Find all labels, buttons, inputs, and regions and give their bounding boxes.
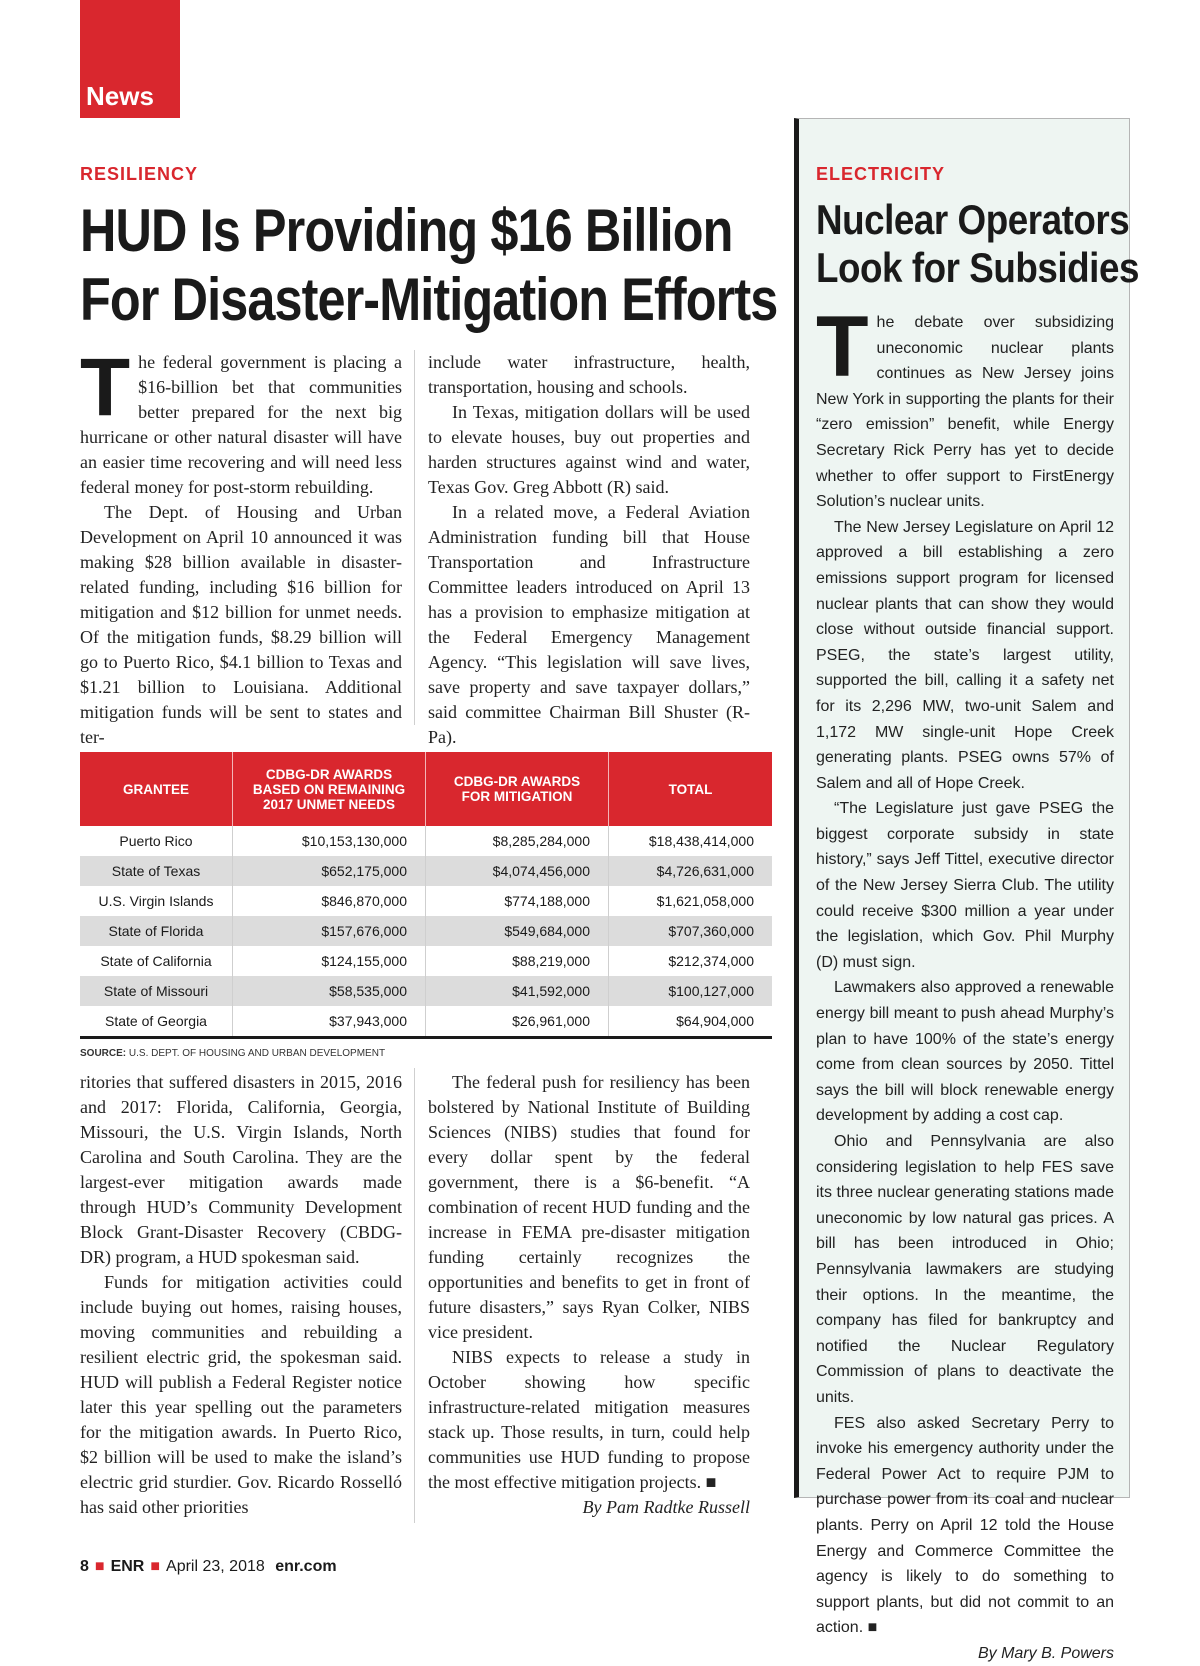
cell-unmet: $10,153,130,000	[233, 826, 426, 856]
table-row	[80, 856, 772, 886]
sidebar-paragraph: The New Jersey Legislature on April 12 approved a bill establishing a zero emissions support program for licensed nuclear plants that can show they would close without outside financial support. PSEG, the state’s largest utility, supported the bill, calling it a safety net for its 2,296 MW, two-unit Salem and 1,172 MW single-unit Hope Creek generating plants. PSEG owns 57% of Salem and all of Hope Creek.	[816, 518, 1114, 792]
website-link[interactable]: enr.com	[275, 1558, 337, 1575]
article-paragraph	[80, 342, 402, 500]
main-byline: By Pam Radtke Russell	[582, 1497, 750, 1517]
article-paragraph: Funds for mitigation activities could include buying out homes, raising houses, moving communities and rebuilding a resilient electric grid, the spokesman said. HUD will publish a Federal Register notice later this year spelling out the parameters for the mitigation awards. In Puerto Rico, $2 billion will be used to make the island’s electric grid sturdier. Gov. Ricardo Rosselló has said other priorities	[80, 1272, 402, 1517]
header-mitigation-line2: FOR MITIGATION	[461, 789, 573, 804]
header-grantee: GRANTEE	[80, 752, 233, 826]
article-paragraph: include water infrastructure, health, transportation, housing and schools.	[428, 352, 750, 397]
article-paragraph: ritories that suffered disasters in 2015, 2016 and 2017: Florida, California, Georgia, Missouri, the U.S. Virgin Islands, North Carolina and South Carolina. They are the largest-ever mitigation awards made through HUD’s Community Development Block Grant-Disaster Recovery (CBDG-DR) program, a HUD spokesman said.	[80, 1072, 402, 1267]
cell-grantee: State of Georgia	[80, 1006, 233, 1038]
sidebar-paragraph: FES also asked Secretary Perry to invoke his emergency authority under the Federal Power Act to require PJM to purchase power from its coal and nuclear plants. Perry on April 12 told the House Energy and Commerce Committee the agency is likely to do something to support plants, but did not commit to an action. ■	[816, 1414, 1114, 1637]
cell-grantee: State of Florida	[80, 916, 233, 946]
cell-mitigation: $26,961,000	[426, 1006, 609, 1038]
article-column-1	[80, 342, 402, 750]
sidebar-paragraph: Lawmakers also approved a renewable energy bill meant to push ahead Murphy’s plan to have 100% of the state’s energy come from clean sources by 2050. Tittel says the bill will block renewable energy development by adding a cost cap.	[816, 979, 1114, 1125]
sidebar-text: he debate over subsidizing uneconomic nuclear plants continues as New Jersey joins New York in supporting the plants for their “zero emission” benefit, while Energy Secretary Rick Perry has yet to decide whether to offer support to FirstEnergy Solution’s nuclear units.	[816, 314, 1114, 511]
cell-mitigation: $8,285,284,000	[426, 826, 609, 856]
cell-total: $212,374,000	[668, 953, 754, 969]
table-source	[80, 1048, 385, 1059]
article-paragraph: NIBS expects to release a study in October showing how specific infrastructure-related mitigation measures stack up. Those results, in turn, could help communities use HUD funding to propose the most effective mitigation projects. ■	[428, 1347, 750, 1492]
page-folio	[80, 1558, 337, 1576]
table-row	[80, 946, 772, 976]
article-column-3	[80, 1070, 402, 1520]
main-headline-line2: For Disaster-Mitigation Efforts	[80, 265, 778, 334]
table-row	[80, 826, 772, 856]
main-headline	[80, 196, 777, 334]
issue-date: April 23, 2018	[166, 1558, 265, 1575]
table-row	[80, 886, 772, 916]
cell-unmet: $652,175,000	[233, 856, 426, 886]
cell-mitigation: $41,592,000	[426, 976, 609, 1006]
cell-mitigation: $88,219,000	[426, 946, 609, 976]
table-row	[80, 976, 772, 1006]
header-unmet-needs	[233, 752, 426, 826]
sidebar-kicker: ELECTRICITY	[816, 164, 946, 184]
article-text: he federal government is placing a $16-billion bet that communities better prepared for the next big hurricane or other natural disaster will have an easier time recovering and will need less federal money for post-storm rebuilding.	[80, 352, 402, 497]
cell-mitigation: $774,188,000	[426, 886, 609, 916]
cell-grantee: State of Missouri	[80, 976, 233, 1006]
square-bullet-icon: ■	[94, 1558, 105, 1575]
cell-total: $64,904,000	[609, 1006, 773, 1038]
cell-unmet: $58,535,000	[233, 976, 426, 1006]
cell-total: $18,438,414,000	[648, 833, 754, 849]
cell-total: $100,127,000	[609, 976, 773, 1006]
sidebar-paragraph: Ohio and Pennsylvania are also considering legislation to help FES save its three nuclear generating stations made uneconomic by low natural gas prices. A bill has been introduced in Ohio; Pennsylvania lawmakers are studying their options. In the meantime, the company has filed for bankruptcy and notified the Nuclear Regulatory Commission of plans to deactivate the units.	[816, 1133, 1114, 1406]
source-label: SOURCE:	[80, 1048, 127, 1059]
section-tab	[80, 0, 180, 118]
cell-unmet: $37,943,000	[233, 1006, 426, 1038]
article-paragraph: The Dept. of Housing and Urban Development on April 10 announced it was making $28 billion available in disaster-related funding, including $16 billion for mitigation and $12 billion for unmet needs. Of the mitigation funds, $8.29 billion will go to Puerto Rico, $4.1 billion to Texas and $1.21 billion to Louisiana. Additional mitigation funds will be sent to states and ter-	[80, 502, 402, 747]
article-paragraph: The federal push for resiliency has been bolstered by National Institute of Building Sciences (NIBS) studies that found for every dollar spent by the federal government, there is a $6-benefit. “A combination of recent HUD funding and the increase in FEMA pre-disaster mitigation funding certainly recognizes the opportunities and benefits to get in front of future disasters,” says Ryan Colker, NIBS vice president.	[428, 1072, 750, 1342]
header-mitigation-line1: CDBG-DR AWARDS	[453, 774, 581, 789]
page-number: 8	[80, 1558, 89, 1575]
table-row	[80, 916, 772, 946]
source-text: U.S. DEPT. OF HOUSING AND URBAN DEVELOPMENT	[128, 1048, 386, 1059]
sidebar-dropcap: T	[816, 299, 869, 395]
cell-total: $1,621,058,000	[656, 893, 754, 909]
section-tab-label: News	[86, 81, 154, 111]
cell-mitigation: $549,684,000	[426, 916, 609, 946]
magazine-name: ENR	[110, 1558, 145, 1575]
table-header-row	[80, 752, 772, 826]
article-column-2	[428, 350, 750, 750]
article-paragraph: In Texas, mitigation dollars will be used to elevate houses, buy out properties and harden structures against wind and water, Texas Gov. Greg Abbott (R) said.	[428, 402, 750, 497]
sidebar-headline	[816, 196, 1139, 293]
cell-mitigation: $4,074,456,000	[426, 856, 609, 886]
header-unmet-line1: CDBG-DR AWARDS	[265, 766, 393, 782]
cell-unmet: $157,676,000	[233, 916, 426, 946]
sidebar-byline: By Mary B. Powers	[977, 1644, 1114, 1662]
column-rule	[414, 1068, 415, 1523]
cell-grantee: Puerto Rico	[80, 826, 233, 856]
sidebar-paragraph: “The Legislature just gave PSEG the biggest corporate subsidy in state history,” says Jeff Tittel, executive director of the New Jersey Sierra Club. The utility could receive $300 million a year under the legislation, which Gov. Phil Murphy (D) must sign.	[816, 800, 1114, 971]
awards-table	[80, 752, 772, 1039]
header-unmet-line3: 2017 UNMET NEEDS	[262, 796, 396, 812]
cell-unmet: $124,155,000	[233, 946, 426, 976]
main-dropcap: T	[80, 342, 131, 433]
cell-grantee: U.S. Virgin Islands	[80, 886, 233, 916]
article-paragraph: In a related move, a Federal Aviation Administration funding bill that House Transportation and Infrastructure Committee leaders introduced on April 13 has a provision to emphasize mitigation at the Federal Emergency Management Agency. “This legislation will save lives, save property and save taxpayer dollars,” said committee Chairman Bill Shuster (R-Pa).	[428, 502, 750, 747]
sidebar-headline-line1: Nuclear Operators	[816, 197, 1130, 244]
sidebar-paragraph	[816, 299, 1114, 515]
column-rule	[414, 350, 415, 725]
main-kicker: RESILIENCY	[80, 164, 199, 184]
cell-total: $4,726,631,000	[609, 856, 773, 886]
cell-total: $707,360,000	[609, 916, 773, 946]
article-column-4	[428, 1070, 750, 1520]
cell-grantee: State of Texas	[80, 856, 233, 886]
table-row	[80, 1006, 772, 1038]
header-mitigation	[426, 752, 609, 826]
cell-grantee: State of California	[80, 946, 233, 976]
sidebar-body	[816, 299, 1114, 1666]
main-headline-line1: HUD Is Providing $16 Billion	[80, 196, 733, 265]
square-bullet-icon: ■	[150, 1558, 161, 1575]
sidebar-headline-line2: Look for Subsidies	[816, 245, 1139, 292]
header-total: TOTAL	[609, 752, 773, 826]
cell-unmet: $846,870,000	[233, 886, 426, 916]
header-unmet-line2: BASED ON REMAINING	[252, 781, 406, 797]
